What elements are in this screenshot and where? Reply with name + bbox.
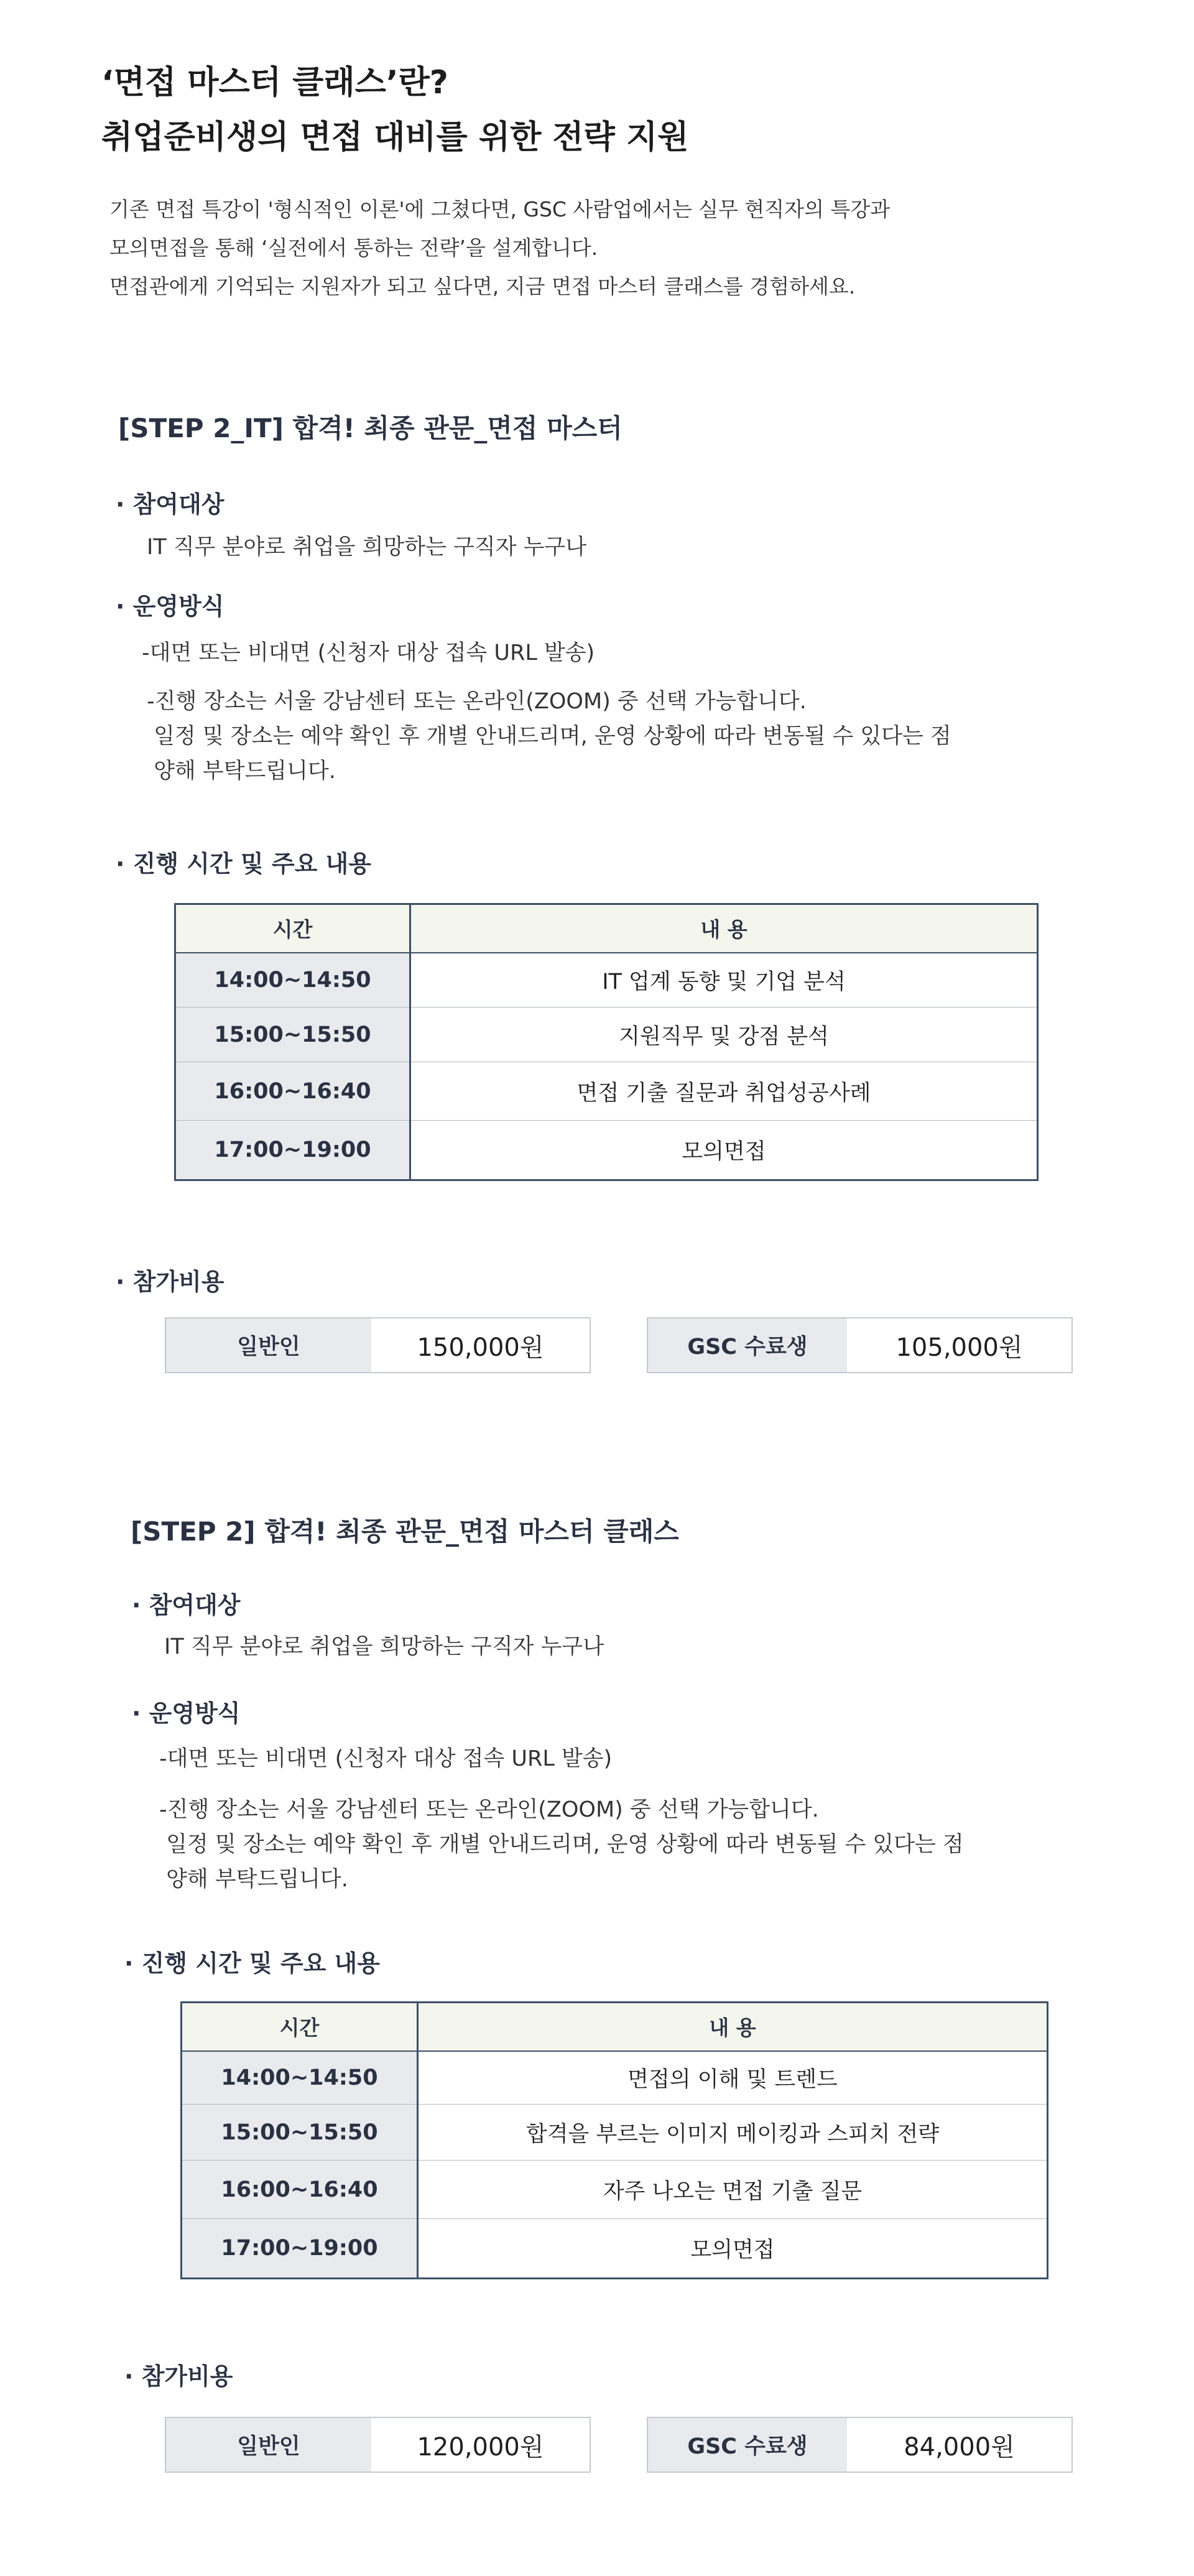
fee-general-value: 150,000원	[417, 1333, 544, 1362]
fee-label: · 참가비용	[124, 2363, 233, 2390]
schedule-table	[174, 903, 1039, 1181]
row-time: 14:00~14:50	[175, 953, 410, 1008]
schedule-label: · 진행 시간 및 주요 내용	[116, 850, 371, 878]
target-label: · 참여대상	[116, 491, 224, 518]
target-text: IT 직무 분야로 취업을 희망하는 구직자 누구나	[164, 1634, 604, 1659]
row-time: 15:00~15:50	[182, 2105, 418, 2161]
method-detail-line: 일정 및 장소는 예약 확인 후 개별 안내드리며, 운영 상황에 따라 변동될 수 있다는 점	[147, 724, 951, 749]
table-row	[175, 1008, 1038, 1062]
method-label: · 운영방식	[132, 1700, 241, 1727]
table-row	[175, 953, 1038, 1008]
fee-graduate-value: 84,000원	[904, 2432, 1015, 2462]
table-row	[182, 2105, 1048, 2161]
table-row	[182, 2219, 1048, 2279]
header-content: 내 용	[410, 904, 1038, 953]
row-time: 16:00~16:40	[182, 2161, 418, 2219]
row-content: 합격을 부르는 이미지 메이킹과 스피치 전략	[418, 2105, 1048, 2161]
fee-graduate	[647, 1317, 1073, 1373]
fee-general	[165, 2417, 591, 2473]
row-time: 14:00~14:50	[182, 2051, 418, 2105]
method-detail-line: 양해 부탁드립니다.	[147, 759, 336, 784]
header-time: 시간	[182, 2003, 418, 2051]
table-row	[182, 2051, 1048, 2105]
intro-line: 모의면접을 통해 ‘실전에서 통하는 전략’을 설계합니다.	[109, 236, 598, 260]
intro-line: 면접관에게 기억되는 지원자가 되고 싶다면, 지금 면접 마스터 클래스를 경험하세요.	[109, 274, 856, 299]
fee-label: · 참가비용	[116, 1268, 224, 1295]
table-row	[182, 2161, 1048, 2219]
row-content: 모의면접	[418, 2219, 1048, 2279]
row-time: 15:00~15:50	[175, 1008, 410, 1062]
section-title: [STEP 2] 합격! 최종 관문_면접 마스터 클래스	[131, 1516, 679, 1547]
fee-general-label: 일반인	[166, 2418, 371, 2472]
schedule-label: · 진행 시간 및 주요 내용	[124, 1950, 380, 1977]
fee-graduate-label: GSC 수료생	[648, 2418, 847, 2472]
method-line: -대면 또는 비대면 (신청자 대상 접속 URL 발송)	[159, 1746, 613, 1771]
section-title: [STEP 2_IT] 합격! 최종 관문_면접 마스터	[118, 413, 622, 443]
method-details	[147, 684, 951, 789]
row-content: 지원직무 및 강점 분석	[410, 1008, 1038, 1062]
method-detail-line: -진행 장소는 서울 강남센터 또는 온라인(ZOOM) 중 선택 가능합니다.	[147, 689, 807, 714]
row-content: 모의면접	[410, 1121, 1038, 1180]
method-detail-line: 일정 및 장소는 예약 확인 후 개별 안내드리며, 운영 상황에 따라 변동될 수 있다는 점	[159, 1832, 964, 1857]
fee-graduate-label: GSC 수료생	[648, 1318, 847, 1372]
intro-paragraph	[109, 190, 890, 306]
table-header-row	[175, 904, 1038, 953]
row-content: IT 업계 동향 및 기업 분석	[410, 953, 1038, 1008]
fee-graduate	[647, 2417, 1073, 2473]
row-content: 자주 나오는 면접 기출 질문	[418, 2161, 1048, 2219]
method-line: -대면 또는 비대면 (신청자 대상 접속 URL 발송)	[142, 641, 595, 665]
fee-general-label: 일반인	[166, 1318, 371, 1372]
page-subtitle: 취업준비생의 면접 대비를 위한 전략 지원	[101, 119, 689, 156]
fee-general	[165, 1317, 591, 1373]
table-row	[175, 1062, 1038, 1121]
intro-line: 기존 면접 특강이 '형식적인 이론'에 그쳤다면, GSC 사람업에서는 실무 현직자의 특강과	[109, 197, 891, 221]
table-row	[175, 1121, 1038, 1180]
header-time: 시간	[175, 904, 410, 953]
target-label: · 참여대상	[132, 1591, 241, 1619]
row-content: 면접의 이해 및 트렌드	[418, 2051, 1048, 2105]
method-label: · 운영방식	[116, 593, 224, 620]
row-content: 면접 기출 질문과 취업성공사례	[410, 1062, 1038, 1121]
table-header-row	[182, 2003, 1048, 2051]
method-details	[159, 1792, 964, 1897]
method-detail-line: 양해 부탁드립니다.	[159, 1867, 348, 1892]
row-time: 17:00~19:00	[182, 2219, 418, 2279]
fee-graduate-value: 105,000원	[895, 1333, 1023, 1362]
page-title: ‘면접 마스터 클래스’란?	[101, 64, 448, 101]
method-detail-line: -진행 장소는 서울 강남센터 또는 온라인(ZOOM) 중 선택 가능합니다.	[159, 1797, 819, 1822]
schedule-table	[180, 2001, 1048, 2279]
fee-general-value: 120,000원	[417, 2432, 544, 2462]
row-time: 16:00~16:40	[175, 1062, 410, 1121]
row-time: 17:00~19:00	[175, 1121, 410, 1180]
header-content: 내 용	[418, 2003, 1048, 2051]
target-text: IT 직무 분야로 취업을 희망하는 구직자 누구나	[147, 535, 587, 560]
